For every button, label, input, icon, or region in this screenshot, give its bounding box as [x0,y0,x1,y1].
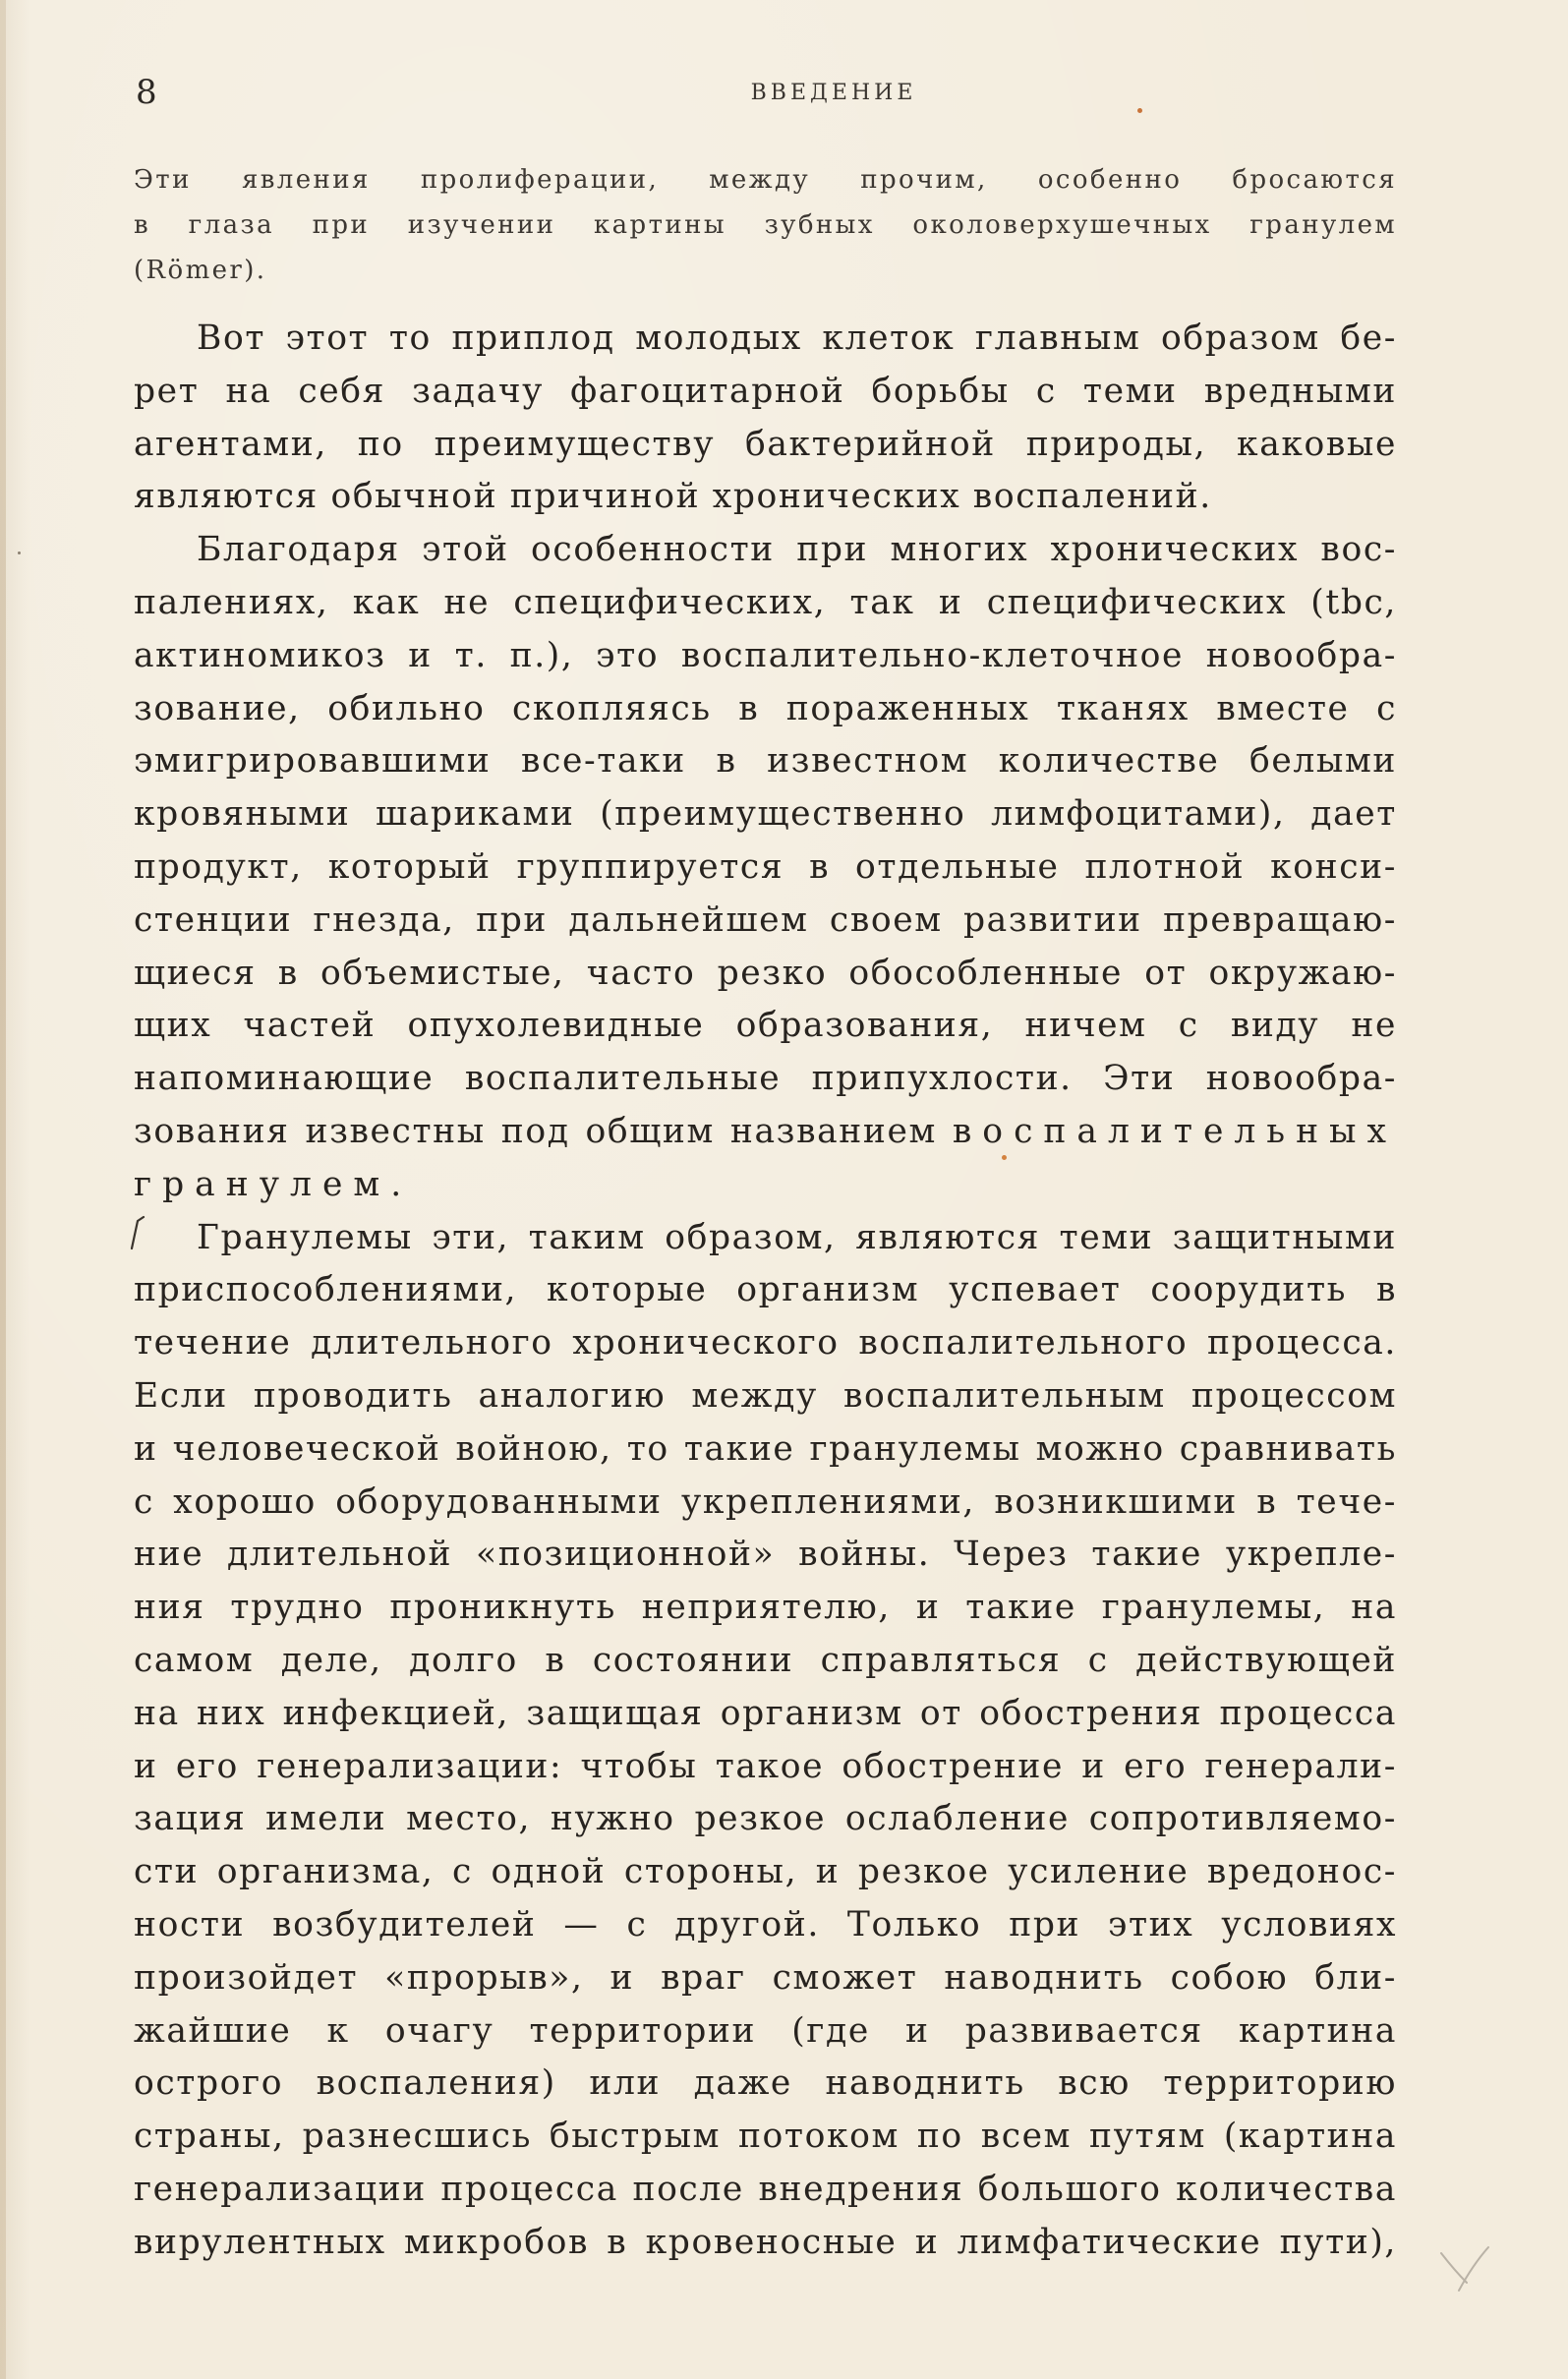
paragraph-line: ние длительной «позиционной» войны. Через такие укрепле- [134,1535,1397,1575]
paragraph-line: стенции гнезда, при дальнейшем своем развитии превращаю- [134,899,1397,940]
page-header [136,73,1394,112]
paragraph-line: острого воспаления) или даже наводнить всю территорию [134,2063,1397,2104]
footnote-line: (Römer). [134,256,267,285]
paragraph-line: щих частей опухолевидные образования, ничем с виду не [134,1006,1397,1046]
paragraph-line [134,1159,1397,1212]
paragraph-line: жайшие к очагу территории (где и развивается картина [134,2010,1397,2051]
paragraph-line: генерализации процесса после внедрения большого количества [134,2169,1397,2209]
paragraph-line: и человеческой войною, то такие гранулемы можно сравнивать [134,1428,1397,1469]
paper-speck [1137,108,1142,113]
paper-speck [18,551,21,554]
paragraph-line: самом деле, долго в состоянии справляться с действующей [134,1640,1397,1680]
paragraph-line: Гранулемы эти, таким образом, являются теми защитными [197,1217,1397,1257]
page-binding-edge [0,0,6,2379]
emphasized-term: гранулем. [134,1164,413,1204]
pencil-tick-mark [128,1215,149,1250]
paragraph-line: и его генерализации: чтобы такое обострение и его генерали- [134,1746,1397,1786]
paragraph-line: Вот этот то приплод молодых клеток главным образом бе- [197,319,1397,358]
paragraph-line: ности возбудителей — с другой. Только при этих условиях [134,1904,1397,1944]
paragraph-line: кровяными шариками (преимущественно лимфоцитами), дает [134,794,1397,835]
paragraph-line: зование, обильно скопляясь в пораженных тканях вместе с [134,688,1397,728]
paragraph-line: течение длительного хронического воспалительного процесса. [134,1323,1397,1364]
line-text: зования известны под общим названием [134,1111,937,1151]
paragraph-line: сти организма, с одной стороны, и резкое усиление вредонос- [134,1852,1397,1892]
paragraph-line: рет на себя задачу фагоцитарной борьбы с теми вредными [134,371,1397,411]
paragraph-line [134,1106,1397,1159]
footnote-line: Эти явления пролиферации, между прочим, особенно бросаются [134,165,1397,195]
paragraph-line: Благодаря этой особенности при многих хронических вос- [197,530,1397,570]
footnote [134,157,1397,293]
page-number: 8 [136,73,157,112]
paragraph-line: щиеся в объемистые, часто резко обособленные от окружаю- [134,953,1397,993]
paragraph-line: палениях, как не специфических, так и специфических (tbc, [134,582,1397,622]
paragraph-line: с хорошо оборудованными укреплениями, возникшими в тече- [134,1481,1397,1522]
paper-speck [1002,1155,1007,1160]
paragraph-line: являются обычной причиной хронических воспалений. [134,477,1212,517]
pencil-cross-mark [1437,2243,1492,2298]
running-head: ВВЕДЕНИЕ [750,81,917,105]
paragraph-line: зация имели место, нужно резкое ослабление сопротивляемо- [134,1799,1397,1839]
paragraph-line: на них инфекцией, защищая организм от обострения процесса [134,1693,1397,1733]
paragraph-line: агентами, по преимуществу бактерийной природы, каковые [134,424,1397,464]
body-text [134,313,1397,2269]
paragraph-line: приспособлениями, которые организм успевает соорудить в [134,1270,1397,1310]
paragraph-line: произойдет «прорыв», и враг сможет наводнить собою бли- [134,1957,1397,1998]
paragraph-line: Если проводить аналогию между воспалительным процессом [134,1375,1397,1416]
paragraph-line: ния трудно проникнуть неприятелю, и такие гранулемы, на [134,1588,1397,1628]
emphasized-term: воспалительных [952,1111,1397,1151]
paragraph-line: продукт, который группируется в отдельные плотной конси- [134,846,1397,887]
paragraph-line: напоминающие воспалительные припухлости. Эти новообра- [134,1059,1397,1099]
paragraph-line: актиномикоз и т. п.), это воспалительно-клеточное новообра- [134,635,1397,675]
paragraph-line: эмигрировавшими все-таки в известном количестве белыми [134,741,1397,782]
paragraph-line: страны, разнесшись быстрым потоком по всем путям (картина [134,2117,1397,2157]
footnote-line: в глаза при изучении картины зубных околоверхушечных гранулем [134,210,1397,240]
paragraph-line: вирулентных микробов в кровеносные и лимфатические пути), [134,2222,1397,2262]
